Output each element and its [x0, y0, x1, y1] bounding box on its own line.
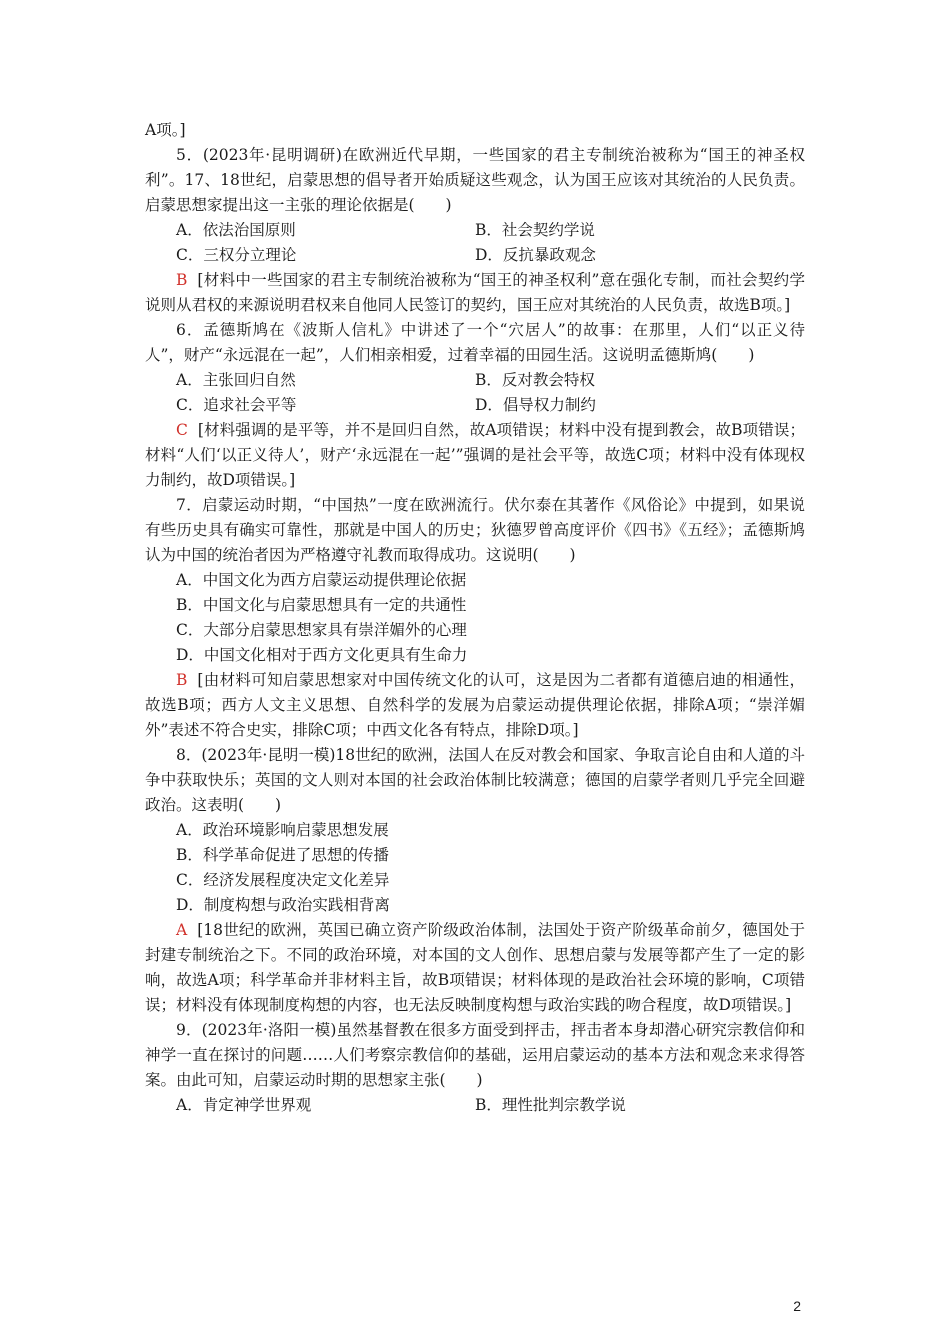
- option-c: C．大部分启蒙思想家具有崇洋媚外的心理: [176, 621, 467, 639]
- option-d: D．中国文化相对于西方文化更具有生命力: [176, 646, 468, 664]
- option-c: C．追求社会平等: [176, 396, 297, 414]
- option-a: A．依法治国原则: [176, 221, 296, 239]
- option-b: B．中国文化与启蒙思想具有一定的共通性: [176, 596, 467, 614]
- option-b: B．社会契约学说: [475, 221, 595, 239]
- answer-explanation: [材料强调的是平等，并不是回归自然，故A项错误；材料中没有提到教会，故B项错误；材料“人们‘以正义待人’，财产‘永远混在一起’”强调的是社会平等，故选C项；材料中没有体现权力制约，故D项错误。]: [145, 421, 805, 489]
- question-8-answer: [145, 918, 805, 1018]
- intro-line: A项。]: [145, 121, 186, 139]
- option-b: B．科学革命促进了思想的传播: [176, 846, 389, 864]
- question-5-options-row-1: [145, 218, 805, 243]
- option-c: C．三权分立理论: [176, 246, 297, 264]
- question-9-stem: 9．(2023年·洛阳一模)虽然基督教在很多方面受到抨击，抨击者本身却潜心研究宗教信仰和神学一直在探讨的问题……人们考察宗教信仰的基础，运用启蒙运动的基本方法和观念来求得答案。由此可知，启蒙运动时期的思想家主张( ): [145, 1021, 805, 1089]
- option-d: D．反抗暴政观念: [475, 246, 596, 264]
- option-d: D．倡导权力制约: [475, 396, 596, 414]
- answer-letter: C: [176, 421, 188, 439]
- answer-explanation: [18世纪的欧洲，英国已确立资产阶级政治体制，法国处于资产阶级革命前夕，德国处于封建专制统治之下。不同的政治环境，对本国的文人创作、思想启蒙与发展等都产生了一定的影响，故选A项；科学革命并非材料主旨，故B项错误；材料体现的是政治社会环境的影响，C项错误；材料没有体现制度构想的内容，也无法反映制度构想与政治实践的吻合程度，故D项错误。]: [145, 921, 805, 1014]
- document-content: [145, 118, 805, 1118]
- question-5-stem: 5．(2023年·昆明调研)在欧洲近代早期，一些国家的君主专制统治被称为“国王的神圣权利”。17、18世纪，启蒙思想的倡导者开始质疑这些观念，认为国王应该对其统治的人民负责。启蒙思想家提出这一主张的理论依据是( ): [145, 146, 805, 214]
- answer-explanation: [由材料可知启蒙思想家对中国传统文化的认可，这是因为二者都有道德启迪的相通性，故选B项；西方人文主义思想、自然科学的发展为启蒙运动提供理论依据，排除A项；“崇洋媚外”表述不符合史实，排除C项；中西文化各有特点，排除D项。]: [145, 671, 805, 739]
- question-8-stem: 8．(2023年·昆明一模)18世纪的欧洲，法国人在反对教会和国家、争取言论自由和人道的斗争中获取快乐；英国的文人则对本国的社会政治体制比较满意；德国的启蒙学者则几乎完全回避政治。这表明( ): [145, 746, 805, 814]
- option-a: A．政治环境影响启蒙思想发展: [176, 821, 389, 839]
- question-6-stem: 6．孟德斯鸠在《波斯人信札》中讲述了一个“穴居人”的故事：在那里，人们“以正义待人”，财产“永远混在一起”，人们相亲相爱，过着幸福的田园生活。这说明孟德斯鸠( ): [145, 321, 805, 364]
- option-d: D．制度构想与政治实践相背离: [176, 896, 390, 914]
- option-a: A．肯定神学世界观: [176, 1096, 312, 1114]
- question-7-stem: 7．启蒙运动时期，“中国热”一度在欧洲流行。伏尔泰在其著作《风俗论》中提到，如果说有些历史具有确实可靠性，那就是中国人的历史；狄德罗曾高度评价《四书》《五经》；孟德斯鸠认为中国的统治者因为严格遵守礼教而取得成功。这说明( ): [145, 496, 805, 564]
- question-6-options-row-1: [145, 368, 805, 393]
- option-a: A．主张回归自然: [176, 371, 296, 389]
- answer-letter: B: [176, 671, 188, 689]
- question-5-options-row-2: [145, 243, 805, 268]
- question-9-options-row-1: [145, 1093, 805, 1118]
- question-7-answer: [145, 668, 805, 743]
- option-b: B．理性批判宗教学说: [475, 1096, 626, 1114]
- question-6-answer: [145, 418, 805, 493]
- answer-letter: A: [176, 921, 188, 939]
- page-number: 2: [793, 1298, 801, 1314]
- question-5-answer: [145, 268, 805, 318]
- option-c: C．经济发展程度决定文化差异: [176, 871, 390, 889]
- answer-explanation: [材料中一些国家的君主专制统治被称为“国王的神圣权利”意在强化专制，而社会契约学说则从君权的来源说明君权来自他同人民签订的契约，国王应对其统治的人民负责，故选B项。]: [145, 271, 805, 314]
- option-a: A．中国文化为西方启蒙运动提供理论依据: [176, 571, 467, 589]
- answer-letter: B: [176, 271, 188, 289]
- option-b: B．反对教会特权: [475, 371, 595, 389]
- question-6-options-row-2: [145, 393, 805, 418]
